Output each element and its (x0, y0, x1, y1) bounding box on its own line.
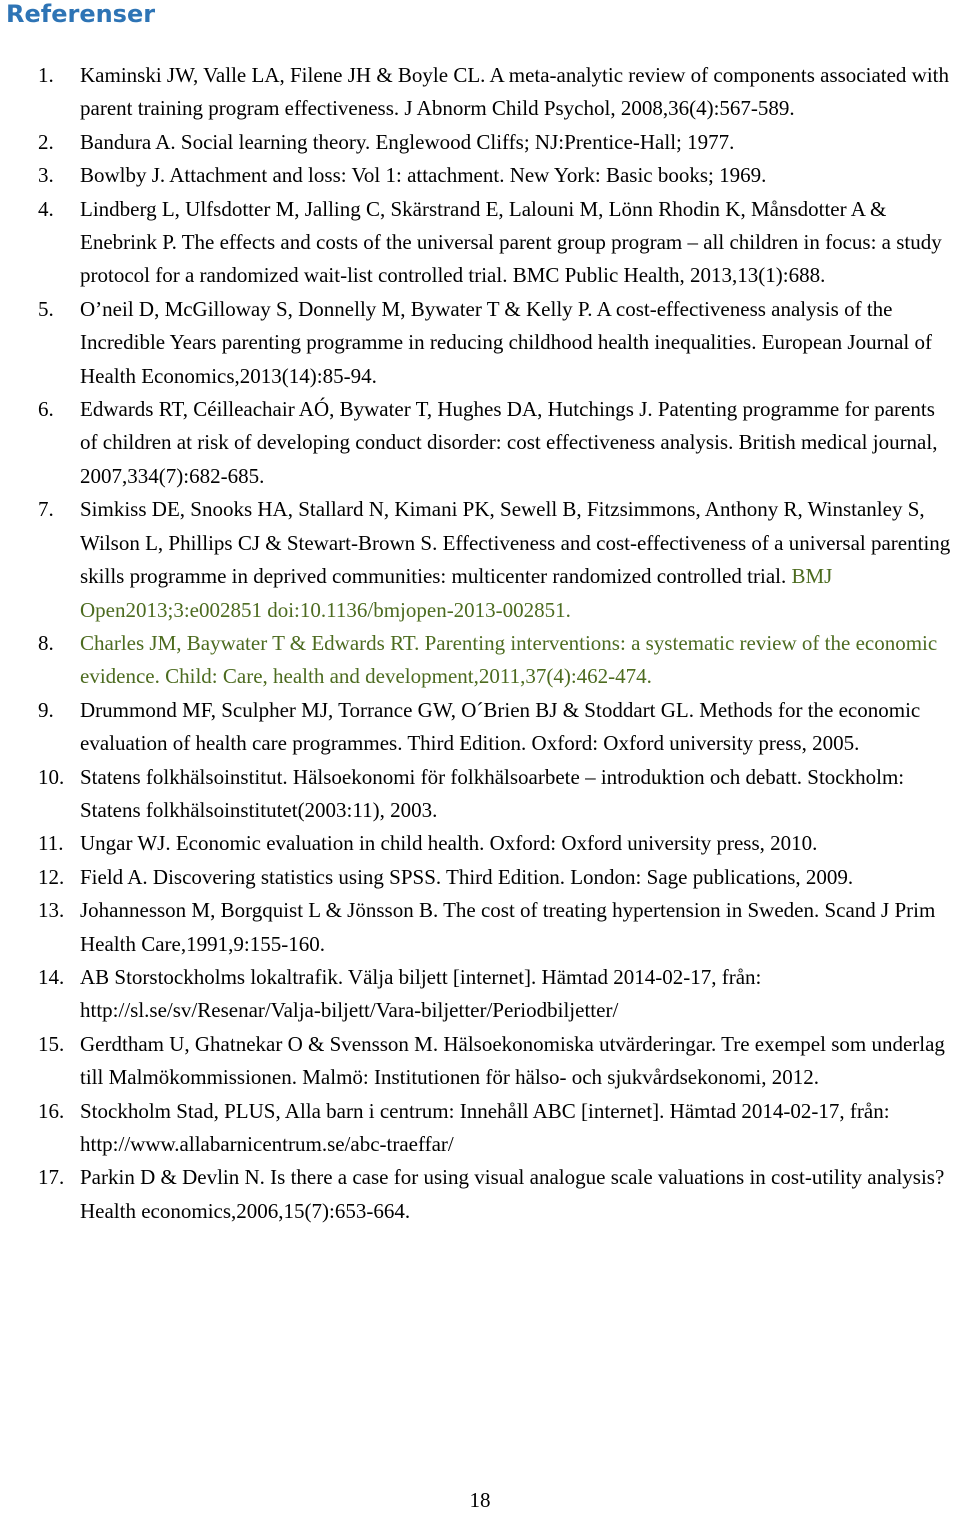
reference-item (0, 1095, 960, 1162)
reference-number: 6. (38, 397, 54, 422)
reference-item (0, 861, 960, 894)
reference-number: 3. (38, 163, 54, 188)
reference-item (0, 1161, 960, 1228)
reference-number: 4. (38, 196, 54, 221)
reference-item (0, 827, 960, 860)
reference-number: 7. (38, 497, 54, 522)
reference-text: Bowlby J. Attachment and loss: Vol 1: attachment. New York: Basic books; 1969. (80, 163, 767, 188)
reference-list (0, 59, 960, 1228)
reference-text: Johannesson M, Borgquist L & Jönsson B. The cost of treating hypertension in Sweden. Scand J Prim Health Care,1991,9:155-160. (80, 898, 936, 956)
reference-number: 17. (38, 1165, 65, 1190)
reference-item (0, 59, 960, 126)
reference-number: 8. (38, 630, 54, 655)
reference-number: 5. (38, 296, 54, 321)
reference-text: Kaminski JW, Valle LA, Filene JH & Boyle CL. A meta-analytic review of components associated with parent training program effectiveness. J Abnorm Child Psychol, 2008,36(4):567-589. (80, 63, 950, 121)
reference-number: 10. (38, 764, 65, 789)
reference-item (0, 961, 960, 1028)
reference-number: 2. (38, 129, 54, 154)
reference-item (0, 761, 960, 828)
reference-item (0, 627, 960, 694)
reference-text: Stockholm Stad, PLUS, Alla barn i centrum: Innehåll ABC [internet]. Hämtad 2014-02-17, från: http://www.allabarnicentrum.se/abc-traeffar/ (80, 1098, 890, 1156)
reference-item (0, 393, 960, 493)
reference-number: 16. (38, 1098, 65, 1123)
reference-item (0, 694, 960, 761)
reference-text: Bandura A. Social learning theory. Englewood Cliffs; NJ:Prentice-Hall; 1977. (80, 129, 735, 154)
reference-item (0, 159, 960, 192)
reference-text: AB Storstockholms lokaltrafik. Välja biljett [internet]. Hämtad 2014-02-17, från: http://sl.se/sv/Resenar/Valja-biljett/Vara-biljetter/Periodbiljetter/ (80, 964, 762, 1023)
reference-item (0, 126, 960, 159)
reference-text: Edwards RT, Céilleachair AÓ, Bywater T, Hughes DA, Hutchings J. Patenting programme for parents of children at risk of developing conduct disorder: cost effectiveness analysis. British medical journal, 2007,334(7):682-685. (80, 397, 938, 488)
reference-text: Field A. Discovering statistics using SPSS. Third Edition. London: Sage publications, 2009. (80, 864, 854, 889)
reference-text: Parkin D & Devlin N. Is there a case for using visual analogue scale valuations in cost-utility analysis? Health economics,2006,15(7):653-664. (80, 1165, 945, 1223)
reference-text: O’neil D, McGilloway S, Donnelly M, Bywater T & Kelly P. A cost-effectiveness analysis of the Incredible Years parenting programme in reducing childhood health inequalities. European Journal of Health Economics,2013(14):85-94. (80, 296, 932, 388)
reference-item (0, 193, 960, 293)
reference-number: 13. (38, 898, 65, 923)
reference-number: 15. (38, 1031, 65, 1056)
reference-number: 9. (38, 697, 54, 722)
reference-doi-link[interactable]: BMJ Open2013;3:e002851 doi:10.1136/bmjopen-2013-002851. (80, 564, 833, 622)
reference-text: Ungar WJ. Economic evaluation in child health. Oxford: Oxford university press, 2010. (80, 831, 818, 856)
reference-number: 1. (38, 63, 54, 87)
reference-number: 11. (38, 831, 64, 856)
reference-text: Statens folkhälsoinstitut. Hälsoekonomi för folkhälsoarbete – introduktion och debatt. Stockholm: Statens folkhälsoinstitutet(2003:11), 2003. (80, 764, 905, 822)
reference-item (0, 894, 960, 961)
reference-item (0, 493, 960, 627)
page-heading: Referenser (6, 0, 156, 28)
reference-item (0, 1028, 960, 1095)
reference-text: Charles JM, Baywater T & Edwards RT. Parenting interventions: a systematic review of the economic evidence. Child: Care, health and development,2011,37(4):462-474. (80, 630, 938, 689)
reference-text: Drummond MF, Sculpher MJ, Torrance GW, O´Brien BJ & Stoddart GL. Methods for the economic evaluation of health care programmes. Third Edition. Oxford: Oxford university press, 2005. (80, 697, 921, 756)
reference-number: 12. (38, 864, 65, 889)
reference-text: Lindberg L, Ulfsdotter M, Jalling C, Skärstrand E, Lalouni M, Lönn Rhodin K, Månsdotter A & Enebrink P. The effects and costs of the universal parent group program – all children in focus: a study protocol for a randomized wait-list controlled trial. BMC Public Health, 2013,13(1):688. (80, 196, 942, 288)
page-number: 18 (469, 1488, 491, 1512)
reference-number: 14. (38, 964, 65, 989)
reference-item (0, 293, 960, 393)
reference-text: Simkiss DE, Snooks HA, Stallard N, Kimani PK, Sewell B, Fitzsimmons, Anthony R, Winstanley S, Wilson L, Phillips CJ & Stewart-Brown S. Effectiveness and cost-effectiveness of a universal parenting skills programme in deprived communities: multicenter randomized controlled trial. (80, 497, 951, 589)
reference-text: Gerdtham U, Ghatnekar O & Svensson M. Hälsoekonomiska utvärderingar. Tre exempel som underlag till Malmökommissionen. Malmö: Institutionen för hälso- och sjukvårdsekonomi, 2012. (80, 1031, 945, 1090)
